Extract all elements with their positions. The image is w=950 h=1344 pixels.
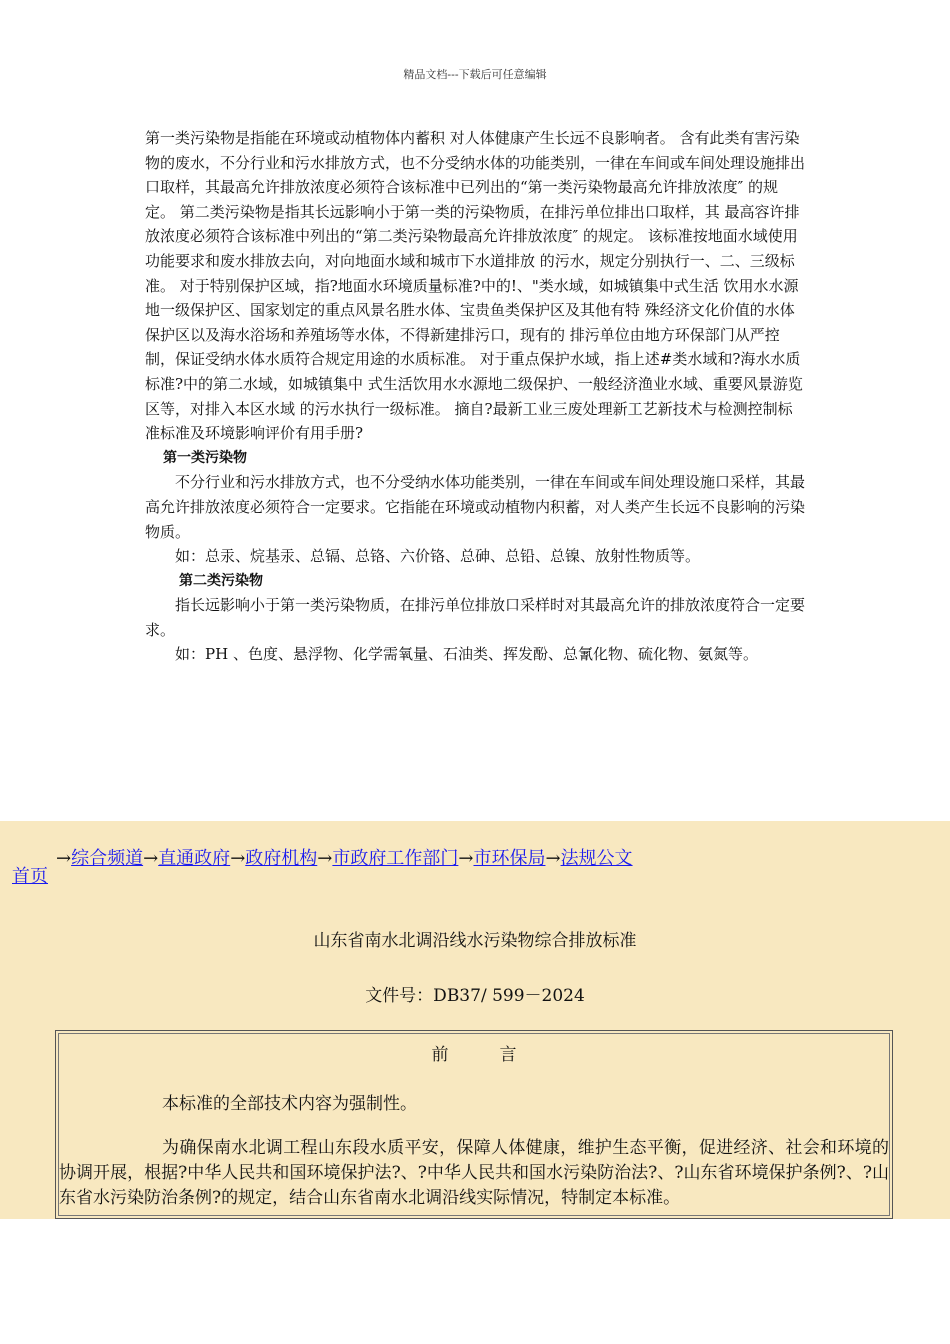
arrow-icon: → <box>458 848 474 869</box>
main-content <box>145 126 805 667</box>
section2-examples: 如：PH 、色度、悬浮物、化学需氧量、石油类、挥发酚、总氰化物、硫化物、氨氮等。 <box>175 645 758 664</box>
section2-body: 指长远影响小于第一类污染物质，在排污单位排放口采样时对其最高允许的排放浓度符合一定要求。 <box>145 596 806 639</box>
breadcrumb-link-departments[interactable]: 市政府工作部门 <box>332 848 459 869</box>
section1-examples: 如：总汞、烷基汞、总镉、总铬、六价铬、总砷、总铅、总镍、放射性物质等。 <box>175 547 701 566</box>
document-number: 文件号：DB37/ 599－2024 <box>365 986 585 1006</box>
intro-paragraph: 第一类污染物是指能在环境或动植物体内蓄积 对人体健康产生长远不良影响者。 含有此类有害污染物的废水，不分行业和污水排放方式，也不分受纳水体的功能类别，一律在车间或车间处理设施排出口取样，其最高允许排放浓度必须符合该标准中已列出的“第一类污染物最高允许排放浓度″ 的规定。 第二类污染物是指其长远影响小于第一类的污染物质，在排污单位排出口取样，其 最高容许排放浓度必须符合该标准中列出的“第二类污染物最高允许排放浓度″ 的规定。 该标准按地面水域使用功能要求和废水排放去向，对向地面水域和城市下水道排放 的污水，规定分别执行一、二、三级标准。 对于特别保护区域，指?地面水环境质量标准?中的!、"类水域，如城镇集中式生活 饮用水水源地一级保护区、国家划定的重点风景名胜水体、宝贵鱼类保护区及其他有特 殊经济文化价值的水体保护区以及海水浴场和养殖场等水体，不得新建排污口，现有的 排污单位由地方环保部门从严控制，保证受纳水体水质符合规定用途的水质标准。 对于重点保护水域，指上述#类水域和?海水水质标准?中的第二水域，如城镇集中 式生活饮用水水源地二级保护、一般经济渔业水域、重要风景游览区等，对排入本区水域 的污水执行一级标准。 摘自?最新工业三废处理新工艺新技术与检测控制标准标准及环境影响评价有用手册? <box>145 129 806 443</box>
page-header: 精品文档---下载后可任意编辑 <box>403 68 547 81</box>
arrow-icon: → <box>230 848 246 869</box>
breadcrumb-link-regulations[interactable]: 法规公文 <box>560 848 633 869</box>
arrow-icon: → <box>56 848 72 869</box>
embedded-webpage <box>0 821 950 1219</box>
breadcrumb-link-agencies[interactable]: 政府机构 <box>245 848 318 869</box>
preface-title: 前 言 <box>431 1045 517 1065</box>
arrow-icon: → <box>545 848 561 869</box>
breadcrumb-link-epb[interactable]: 市环保局 <box>473 848 546 869</box>
section2-heading: 第二类污染物 <box>179 572 263 589</box>
preface-box <box>55 1030 893 1219</box>
section1-heading: 第一类污染物 <box>163 449 247 466</box>
breadcrumb-link-channel[interactable]: 综合频道 <box>71 848 144 869</box>
document-title: 山东省南水北调沿线水污染物综合排放标准 <box>313 931 637 951</box>
section1-body: 不分行业和污水排放方式，也不分受纳水体功能类别，一律在车间或车间处理设施口采样，其最高允许排放浓度必须符合一定要求。它指能在环境或动植物内积蓄，对人类产生长远不良影响的污染物质。 <box>145 473 806 541</box>
breadcrumb-link-government[interactable]: 直通政府 <box>158 848 231 869</box>
preface-paragraph: 本标准的全部技术内容为强制性。 <box>162 1094 417 1114</box>
breadcrumb-home-link[interactable]: 首页 <box>12 866 48 887</box>
arrow-icon: → <box>143 848 159 869</box>
preface-paragraph: 为确保南水北调工程山东段水质平安，保障人体健康，维护生态平衡，促进经济、社会和环境的协调开展，根据?中华人民共和国环境保护法?、?中华人民共和国水污染防治法?、?山东省环境保护条例?、?山东省水污染防治条例?的规定，结合山东省南水北调沿线实际情况，特制定本标准。 <box>59 1138 889 1208</box>
arrow-icon: → <box>317 848 333 869</box>
